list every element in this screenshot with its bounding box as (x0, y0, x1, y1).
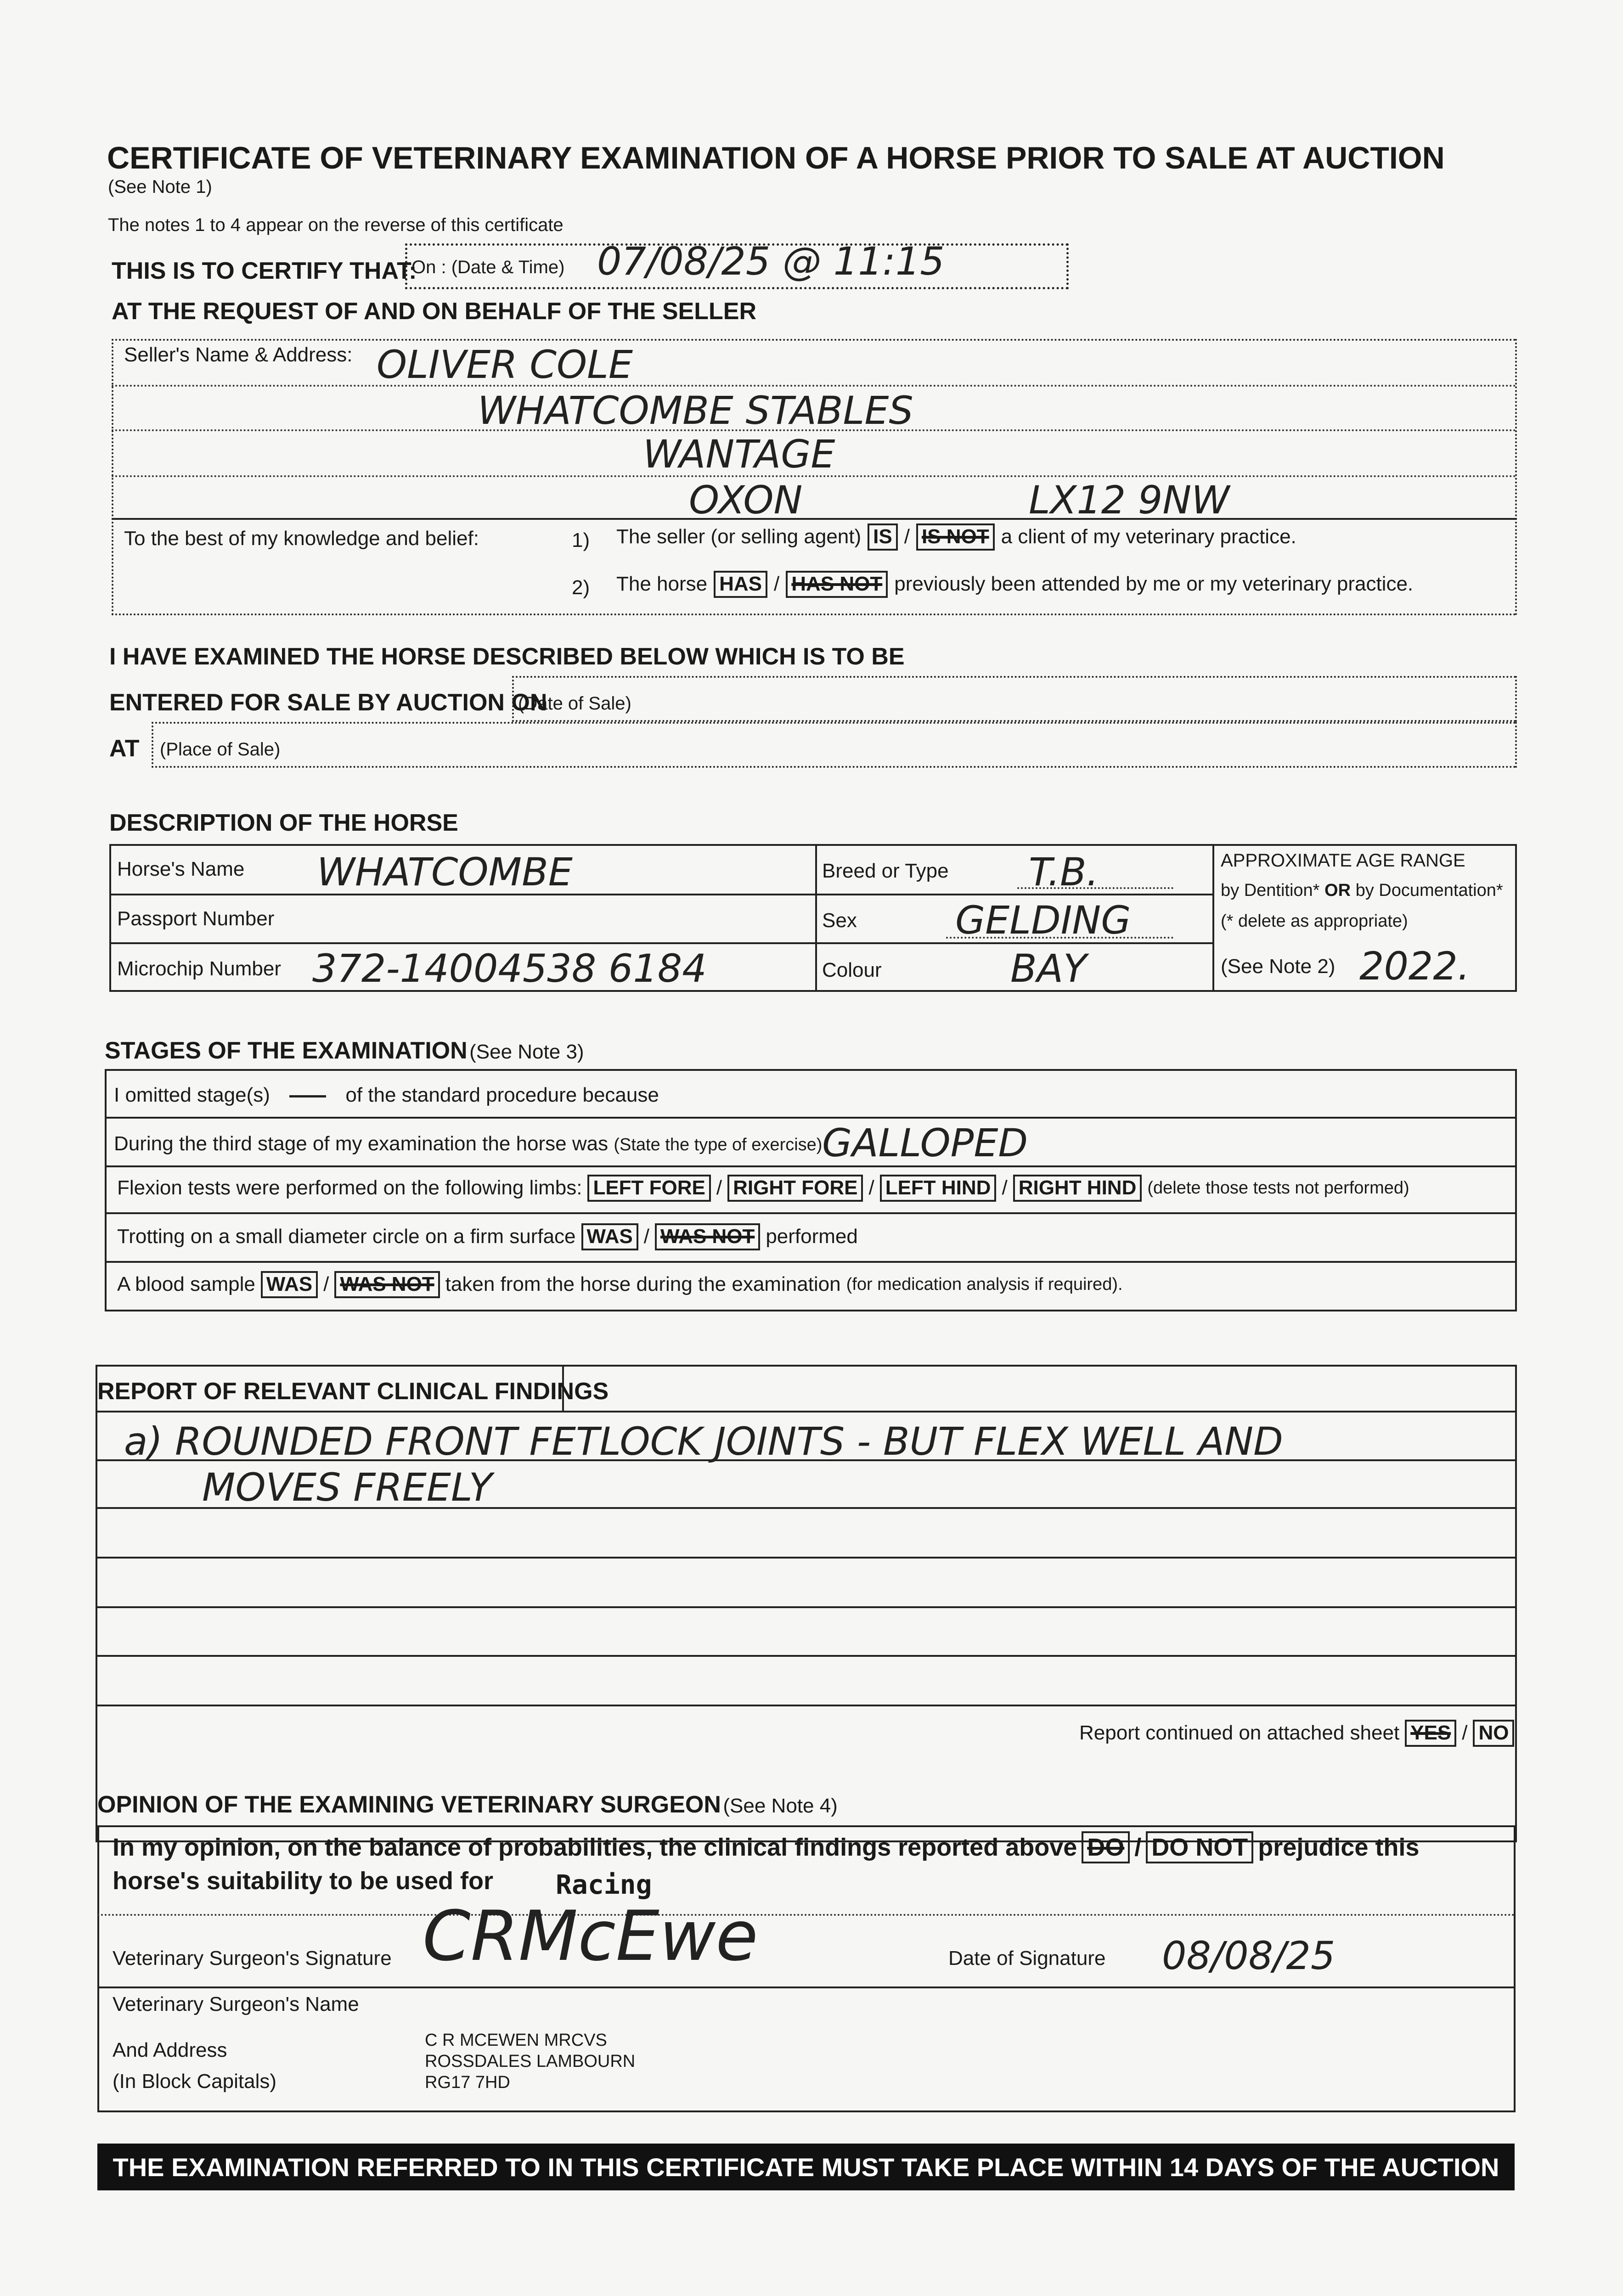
stages-rule-2 (105, 1165, 1517, 1167)
continued-no-option[interactable]: NO (1473, 1720, 1514, 1747)
certify-on-value: 07/08/25 @ 11:15 (597, 239, 945, 284)
age-delete-note: (* delete as appropriate) (1221, 912, 1408, 931)
opinion-use: Racing (556, 1869, 652, 1900)
stages-heading-line (105, 1037, 584, 1064)
opinion-do-option[interactable]: DO (1082, 1831, 1130, 1863)
age-by-dentition: by Dentition* (1221, 881, 1320, 900)
report-rule-5 (96, 1655, 1517, 1657)
microchip-number: 372-14004538 6184 (312, 946, 707, 991)
report-line-2: MOVES FREELY (202, 1465, 493, 1510)
sale-date-box (512, 676, 1517, 722)
report-rule-6 (96, 1705, 1517, 1706)
colour-label: Colour (822, 959, 882, 981)
report-rule-4 (96, 1606, 1517, 1608)
seller-rule-4 (112, 518, 1517, 520)
statement-2-text: The horse (616, 573, 708, 596)
sex-label: Sex (822, 909, 857, 932)
report-continued: Report continued on attached sheet YES / NO (1079, 1720, 1514, 1747)
seller-rule-2 (112, 429, 1517, 431)
left-fore-option[interactable]: LEFT FORE (587, 1175, 710, 1202)
age-see-note: (See Note 2) (1221, 955, 1336, 978)
opinion-line-1: In my opinion, on the balance of probabilities, the clinical findings reported above DO / DO NOT prejudice this (113, 1831, 1419, 1863)
certify-label: THIS IS TO CERTIFY THAT: (112, 258, 417, 284)
statement-1-tail: a client of my veterinary practice. (1001, 525, 1296, 548)
third-stage-text: During the third stage of my examination the horse was (114, 1132, 609, 1155)
opinion-rule-1 (97, 1914, 1516, 1916)
colour-value: BAY (1010, 946, 1087, 991)
sex-rule (946, 937, 1173, 939)
stages-rule-1 (105, 1117, 1517, 1119)
signature-label: Veterinary Surgeon's Signature (113, 1947, 392, 1970)
microchip-label: Microchip Number (117, 957, 281, 980)
option-has-not[interactable]: HAS NOT (786, 571, 888, 598)
blood-tail: taken from the horse during the examination (445, 1273, 841, 1296)
stages-rule-3 (105, 1212, 1517, 1214)
blood-row: A blood sample WAS / WAS NOT taken from the horse during the examination (for medication analysis if required). (117, 1271, 1123, 1298)
report-continued-text: Report continued on attached sheet (1079, 1722, 1400, 1745)
right-hind-option[interactable]: RIGHT HIND (1013, 1175, 1142, 1202)
flexion-row: Flexion tests were performed on the following limbs: LEFT FORE / RIGHT FORE / LEFT HIND / RIGHT HIND (delete those tests not performed) (117, 1175, 1409, 1202)
flexion-tail: (delete those tests not performed) (1147, 1178, 1409, 1198)
horse-heading: DESCRIPTION OF THE HORSE (109, 810, 458, 836)
breed-label: Breed or Type (822, 860, 949, 882)
opinion-rule-2 (97, 1986, 1516, 1988)
statement-2-num: 2) (572, 576, 590, 599)
opinion-heading-line (97, 1791, 838, 1818)
statement-2-tail: previously been attended by me or my veterinary practice. (894, 573, 1414, 596)
opinion-do-not-option[interactable]: DO NOT (1146, 1831, 1253, 1863)
sex-value: GELDING (955, 898, 1131, 943)
horse-name-label: Horse's Name (117, 858, 245, 880)
trotting-tail: performed (766, 1225, 858, 1248)
blood-was-option[interactable]: WAS (261, 1271, 318, 1298)
date-of-signature: 08/08/25 (1162, 1933, 1336, 1978)
sale-at: AT (109, 735, 140, 762)
flexion-text: Flexion tests were performed on the following limbs: (117, 1176, 582, 1199)
left-hind-option[interactable]: LEFT HIND (880, 1175, 997, 1202)
date-of-signature-label: Date of Signature (948, 1947, 1106, 1970)
sale-place-label: (Place of Sale) (160, 739, 281, 760)
continued-yes-option[interactable]: YES (1405, 1720, 1456, 1747)
statement-1-num: 1) (572, 529, 590, 551)
opinion-text-c: horse's suitability to be used for (113, 1867, 493, 1895)
certify-on-label: On : (Date & Time) (411, 257, 565, 277)
trot-was-not-option[interactable]: WAS NOT (655, 1223, 760, 1250)
vet-name-label: Veterinary Surgeon's Name (113, 1993, 359, 2015)
report-line-1: a) ROUNDED FRONT FETLOCK JOINTS - BUT FLEX WELL AND (124, 1419, 1283, 1464)
option-has[interactable]: HAS (714, 571, 767, 598)
seller-rule-3 (112, 475, 1517, 477)
age-value: 2022. (1359, 944, 1470, 989)
certificate-title: CERTIFICATE OF VETERINARY EXAMINATION OF A HORSE PRIOR TO SALE AT AUCTION (107, 141, 1445, 175)
sale-line-1: I HAVE EXAMINED THE HORSE DESCRIBED BELOW WHICH IS TO BE (109, 643, 905, 670)
seller-rule-1 (112, 385, 1517, 387)
third-stage-hint: (State the type of exercise) (614, 1135, 823, 1154)
option-is[interactable]: IS (868, 523, 898, 551)
vet-stamp-line-2: ROSSDALES LAMBOURN (425, 2052, 636, 2071)
seller-postcode: LX12 9NW (1029, 478, 1230, 523)
horse-name: WHATCOMBE (317, 850, 573, 895)
sale-place-box (152, 722, 1517, 768)
stages-rule-4 (105, 1261, 1517, 1263)
passport-label: Passport Number (117, 907, 275, 930)
seller-name: OLIVER COLE (377, 342, 633, 387)
stages-heading-note: (See Note 3) (469, 1041, 584, 1063)
blood-was-not-option[interactable]: WAS NOT (334, 1271, 440, 1298)
statement-2: The horse HAS / HAS NOT previously been attended by me or my veterinary practice. (616, 571, 1413, 598)
opinion-heading-note: (See Note 4) (723, 1795, 838, 1817)
statement-1: The seller (or selling agent) IS / IS NOT a client of my veterinary practice. (616, 523, 1296, 551)
trot-was-option[interactable]: WAS (581, 1223, 638, 1250)
breed-value: T.B. (1029, 850, 1099, 895)
breed-rule (1017, 887, 1173, 889)
notes-line: The notes 1 to 4 appear on the reverse of this certificate (108, 215, 564, 235)
trotting-row: Trotting on a small diameter circle on a firm surface WAS / WAS NOT performed (117, 1223, 858, 1250)
seller-label: Seller's Name & Address: (124, 343, 353, 366)
opinion-heading: OPINION OF THE EXAMINING VETERINARY SURGEON (97, 1791, 721, 1818)
footer-banner: THE EXAMINATION REFERRED TO IN THIS CERTIFICATE MUST TAKE PLACE WITHIN 14 DAYS OF THE AUCTION (97, 2144, 1515, 2190)
omitted-text-b: of the standard procedure because (345, 1084, 659, 1106)
vet-stamp (425, 2030, 635, 2093)
vet-stamp-line-3: RG17 7HD (425, 2073, 510, 2092)
report-heading: REPORT OF RELEVANT CLINICAL FINDINGS (97, 1378, 609, 1405)
option-is-not[interactable]: IS NOT (916, 523, 995, 551)
block-capitals-label: (In Block Capitals) (113, 2070, 277, 2093)
third-stage-value: GALLOPED (822, 1120, 1028, 1165)
age-by-line (1221, 881, 1503, 900)
age-or: OR (1324, 881, 1351, 900)
third-stage-row (114, 1132, 822, 1155)
age-title: APPROXIMATE AGE RANGE (1221, 850, 1465, 871)
horse-col-divider-2 (1212, 844, 1214, 992)
stages-heading: STAGES OF THE EXAMINATION (105, 1037, 468, 1064)
seller-county: OXON (689, 478, 803, 523)
blood-text: A blood sample (117, 1273, 255, 1296)
sale-line-2: ENTERED FOR SALE BY AUCTION ON (109, 689, 547, 716)
horse-col-divider-1 (815, 844, 817, 992)
right-fore-option[interactable]: RIGHT FORE (727, 1175, 863, 1202)
title-note: (See Note 1) (108, 177, 212, 197)
omitted-row (114, 1084, 659, 1107)
seller-address-2: WANTAGE (643, 432, 835, 477)
opinion-text-a: In my opinion, on the balance of probabilities, the clinical findings reported above (113, 1834, 1077, 1862)
knowledge-label: To the best of my knowledge and belief: (124, 527, 479, 550)
seller-address-1: WHATCOMBE STABLES (478, 388, 913, 433)
vet-stamp-line-1: C R MCEWEN MRCVS (425, 2031, 607, 2050)
omitted-text-a: I omitted stage(s) (114, 1084, 270, 1106)
opinion-text-b: prejudice this (1258, 1834, 1420, 1862)
blood-hint: (for medication analysis if required). (846, 1274, 1123, 1294)
report-rule-3 (96, 1557, 1517, 1559)
sale-date-label: (Date of Sale) (518, 693, 631, 714)
age-by-documentation: by Documentation* (1355, 881, 1503, 900)
report-rule-0 (96, 1411, 1517, 1412)
vet-address-label: And Address (113, 2039, 227, 2061)
vet-signature: CRMcEwe (423, 1896, 758, 1976)
request-line: AT THE REQUEST OF AND ON BEHALF OF THE SELLER (112, 298, 756, 325)
statement-1-text: The seller (or selling agent) (616, 525, 862, 548)
trotting-text: Trotting on a small diameter circle on a firm surface (117, 1225, 576, 1248)
